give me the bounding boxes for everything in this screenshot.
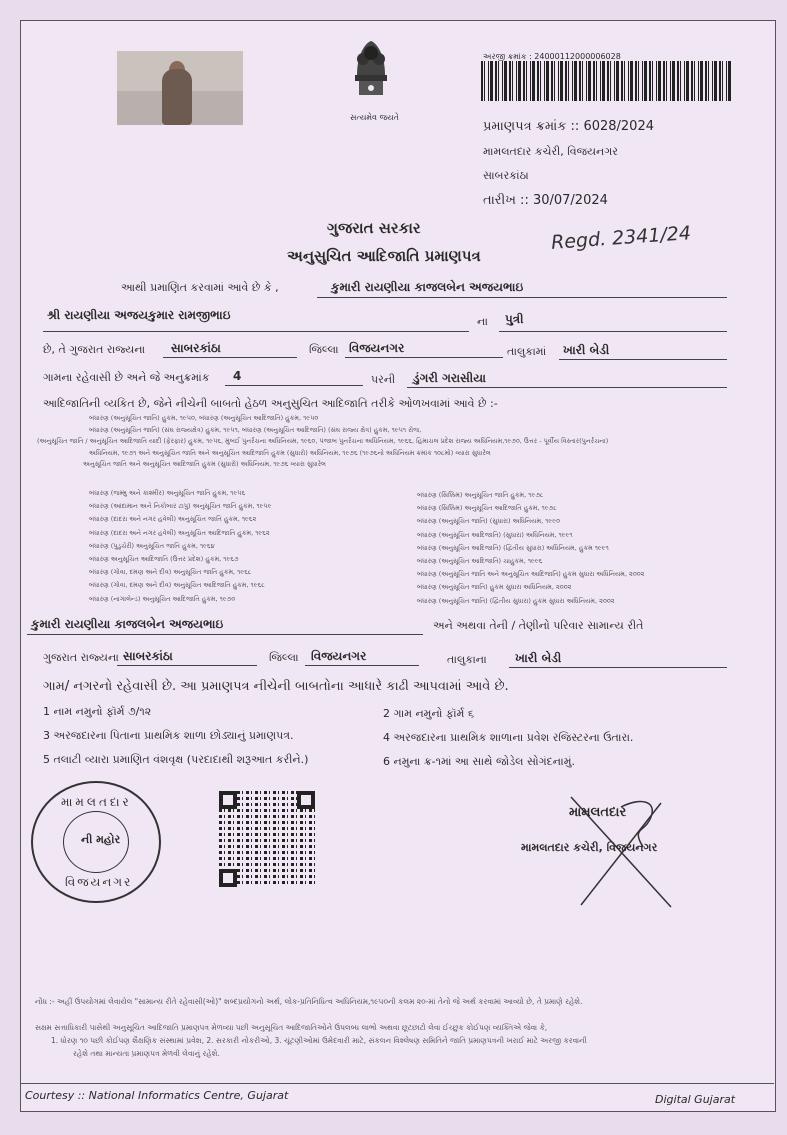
applicant-name: કુમારી રાયણીયા કાજલબેન અજયભાઇ [331, 280, 524, 294]
document-item: 6 નમુના ક્ર-૧માં આ સાથે જોડેલ સોગંદનામું. [383, 755, 575, 768]
qr-code [219, 791, 315, 887]
order-line: બંધારણ (અનુસૂચિત જાતિ) (દ્વિતીય સુધારા) હુકમ સુધારા અધિનિયમ, ૨૦૦૨ [417, 596, 615, 605]
order-line: બંધારણ (ગોવા, દમણ અને દીવ) અનુસૂચિત જાતિ હુકમ, ૧૯૬૮ [89, 568, 252, 577]
second-district2-value: વિજયનગર [311, 649, 367, 663]
application-number: અરજી ક્રમાંક : 24000112000006028 [483, 52, 621, 61]
caste-value: ડુંગરી ગરાસીયા [413, 371, 486, 385]
order-line: બંધારણ (અનુસૂચિત જાતિ) (સુધારા) અધિનિયમ, ૧૯૯૦ [417, 517, 560, 526]
certify-text: આથી પ્રમાણિત કરવામાં આવે છે કે , [121, 281, 279, 294]
second-district-value: સાબરકાંઠા [123, 649, 173, 663]
issue-date: તારીખ :: 30/07/2024 [483, 193, 608, 208]
document-item: 4 અરજદારના પ્રાથમિક શાળાના પ્રવેશ રજિસ્ટરના ઉતારા. [383, 731, 634, 744]
district2-value: વિજયનગર [349, 341, 405, 355]
certificate-title: અનુસુચિત આદિજાતિ પ્રમાણપત્ર [287, 247, 481, 265]
order-line: અનુસૂચિત જાતિ અને અનુસૂચિત આદિજાતિ હુકમ (સુધારો) અધિનિયમ, ૧૯૭૬ વ્યારા સુધારેલ [83, 460, 326, 468]
second-taluka-label: તાલુકાના [447, 653, 487, 666]
village-text: ગામના રહેવાસી છે અને જે અનુક્રમાંક [43, 371, 210, 384]
state-label: છે, તે ગુજરાત રાજ્યના [43, 343, 146, 356]
order-line: બંધારણ (સિક્કિમ) અનુસૂચિત જાતિ હુકમ, ૧૯૭૮ [417, 491, 544, 499]
caste-label: પરની [371, 373, 396, 386]
footer-note: 1. ધોરણ ૧૦ પછી કોઈપણ શૈક્ષણિક સંસ્થામાં પ્રવેશ, 2. સરકારી નોકરીઓ, 3. ચૂંટણીઓમાં ઉમેદવારી માટે, સંકલન વિશ્લેષણ સમિતિને જાતિ પ્રમાણપત્રની ખરાઈ માટે અરજી કરવાની [51, 1036, 587, 1045]
order-line: બંધારણ (સિક્કિમ) અનુસૂચિત આદિજાતિ હુકમ, ૧૯૭૮ [417, 504, 557, 513]
orders-top [37, 413, 699, 471]
applicant-photo [117, 51, 243, 125]
order-line: બંધારણ (પુડુચેરી) અનુસૂચિત જાતિ હુકમ, ૧૯૬૪ [89, 541, 215, 550]
national-emblem-icon [343, 35, 399, 125]
document-item: 1 નામ નમુનો ફૉર્મ ૭/૧૨ [43, 705, 152, 718]
office-seal [31, 781, 161, 903]
district-label: જિલ્લા [309, 343, 339, 356]
barcode [481, 61, 731, 101]
order-line: બંધારણ (અનુસૂચિત જાતિ) (સંઘ રાજ્યક્ષેત્ર) હુકમ, ૧૯૫૧, બંધારણ (અનુસૂચિત આદિજાતિ) (સંઘ રાજ્ય ક્ષેત્ર) હુકમ, ૧૯૫૧ રોજ, [89, 425, 422, 434]
relation-label: ના [477, 315, 488, 328]
issuing-office: મામલતદાર કચેરી, વિજયનગર [483, 145, 618, 158]
handwritten-reg-number: Regd. 2341/24 [550, 222, 692, 254]
signatory-title: મામલતદાર [569, 805, 627, 820]
taluka-value: ખારી બેડી [563, 343, 610, 357]
second-applicant-name: કુમારી રાયણીયા કાજલબેન અજયભાઇ [31, 617, 224, 631]
order-line: બંધારણ (અનુસૂચિત આદિજાતિ) ચાહુકમ, ૧૯૯૬ [417, 557, 543, 566]
signatory-office: મામલતદાર કચેરી, વિજયનગર [521, 841, 658, 854]
second-taluka-value: ખારી બેડી [515, 651, 562, 665]
certificate-number: પ્રમાણપત્ર ક્રમાંક :: 6028/2024 [483, 119, 654, 134]
footer-note: રહેશે તથા માન્યતા પ્રમાણપત્ર મેળવી લેવાનું રહેશે. [73, 1049, 220, 1058]
family-text: અને અથવા તેની / તેણીનો પરિવાર સામાન્ય રીતે [433, 619, 644, 632]
order-line: બંધારણ (જમ્મુ અને કાશ્મીર) અનુસૂચિત જાતિ હુકમ, ૧૯૫૬ [89, 489, 246, 497]
orders-right [417, 489, 644, 608]
order-line: બંધારણ (અનુસૂચિત જાતિ) હુકમ, ૧૯૫૦, બંધારણ (અનુસૂચિત આદિજાતિ) હુકમ, ૧૯૫૦ [89, 414, 319, 422]
footer-note: સક્ષમ સત્તાધિકારી પાસેથી અનુસૂચિત આદિજાતિ પ્રમાણપત્ર મેળવ્યા પછી અનુસૂચિત આદિજાતિઓને ઉપલબ્ધ લાભો અથવા છૂટછાટો લેવા ઈચ્છુક કોઈપણ વ્યક્તિએ જેવા કે, [35, 1023, 548, 1032]
order-line: બંધારણ (અનુસૂચિત આદિજાતિ) (દ્વિતીય સુધારા) અધિનિયમ, હુકમ ૧૯૯૧ [417, 543, 609, 552]
second-state-label: ગુજરાત રાજ્યના [43, 651, 119, 664]
courtesy-text: Courtesy :: National Informatics Centre, Gujarat [25, 1089, 289, 1102]
document-item: 5 તલાટી વ્યારા પ્રમાણિત વંશવૃક્ષ (પરદાદાથી શરૂઆત કરીને.) [43, 753, 309, 766]
order-line: બંધારણ (દાદરા અને નગર હવેલી) અનુસૂચિત જાતિ હુકમ, ૧૯૬૨ [89, 515, 257, 524]
office-district: સાબરકાંઠા [483, 169, 529, 182]
digital-gujarat-text: Digital Gujarat [655, 1093, 736, 1106]
certificate-sheet [20, 20, 776, 1112]
relation-value: પુત્રી [505, 312, 524, 326]
order-line: બંધારણ (દાદરા અને નગર હવેલી) અનુસૂચિત આદિજાતિ હુકમ, ૧૯૬૨ [89, 528, 270, 537]
order-line: અધિનિયમ, ૧૯૭૧ અને અનુસૂચિત જાતિ અને અનુસૂચિત આદિજાતિ હુકમ (સુધારો) અધિનિયમ, ૧૯૭૬ (૧૯૭૬નો અધિનિયમ ક્રમાંક ૧૦૮મો) વ્યારા સુધારેલ [89, 448, 491, 457]
father-name: શ્રી રાયણીયા અજયકુમાર રામજીભાઇ [47, 308, 231, 322]
serial-number: 4 [233, 369, 242, 383]
seal-bottom: વિજયનગર [65, 875, 133, 889]
order-line: બંધારણ (અનુસૂચિત જાતિ) હુકમ સુધારા અધિનિયમ, ૨૦૦૨ [417, 583, 572, 592]
order-line: બંધારણ (ગોવા, દમણ અને દીવ) અનુસૂચિત આદિજાતિ હુકમ, ૧૯૬૮ [89, 581, 265, 590]
tribe-text: આદિજાતિની વ્યકિત છે, જેને નીચેની બાબતો હેઠળ અનુસુચિત આદિજાતિ તરીકે ઓળખવામાં આવે છે :- [43, 397, 498, 410]
govt-title: ગુજરાત સરકાર [327, 219, 421, 237]
order-line: (અનુસૂચિત જાતિ / અનુસૂચિત આદિજાતિ યાદી (ફેરફાર) હુકમ, ૧૯૫૬, મુંબઈ પુનર્રચના અધિનિયમ, ૧૯૬૦, પંજાબ પુનર્રચના અધિનિયમ, ૧૯૬૬, હિમાચલ પ્રદેશ રાજ્ય અધિનિયમ,૧૯૭૦, ઉત્તર - પૂર્વીય વિસ્તાર(પુનર્રચના) [37, 437, 609, 445]
second-district-label: જિલ્લા [269, 651, 299, 664]
order-line: બંધારણ (અનુસૂચિત જાતિ અને અનુસૂચિત આદિજાતિ) હુકમ સુધારા અધિનિયમ, ૨૦૦૨ [417, 570, 645, 579]
footer-note: નોંધ :- અહીં ઉપયોગમાં લેવાયેલ "સામાન્ય રીતે રહેવાસી(ઓ)" શબ્દપ્રયોગનો અર્થ, લોક-પ્રતિનિધિત્વ અધિનિયમ,૧૯૫૦ની કલમ ૨૦-માં તેનો જે અર્થ કરવામાં આવ્યો છે, તે પ્રમાણે રહેશે. [35, 997, 583, 1006]
orders-left [89, 487, 272, 606]
taluka-label: તાલુકામાં [507, 345, 547, 358]
basis-text: ગામ/ નગરનો રહેવાસી છે. આ પ્રમાણપત્ર નીચેની બાબતોના આધારે કાઢી આપવામાં આવે છે. [43, 679, 509, 694]
document-item: 2 ગામ નમુનો ફૉર્મ ૬ [383, 707, 474, 720]
order-line: બંધારણ અનુસૂચિત આદિજાતિ (ઉત્તર પ્રદેશ) હુકમ, ૧૯૬૭ [89, 555, 239, 564]
order-line: બંધારણ (આંદામાન અને નિકોબાર ટાપુ) અનુસૂચિત જાતિ હુકમ, ૧૯૫૯ [89, 502, 272, 511]
emblem-motto: સત્યમેવ જયતે [350, 113, 399, 122]
seal-text: મામલતદાર [61, 795, 132, 809]
order-line: બંધારણ (અનુસૂચિત આદિજાતિ) (સુધારા) અધિનિયમ, ૧૯૯૧ [417, 530, 573, 539]
seal-center: ની મહોર [81, 833, 121, 846]
document-item: 3 અરજદારના પિતાના પ્રાથમિક શાળા છોડ્યાનું પ્રમાણપત્ર. [43, 729, 294, 742]
district-value: સાબરકાંઠા [171, 341, 221, 355]
order-line: બંધારણ (નાગાલેન્ડ) અનુસૂચિત આદિજાતિ હુકમ, ૧૯૭૦ [89, 594, 236, 603]
